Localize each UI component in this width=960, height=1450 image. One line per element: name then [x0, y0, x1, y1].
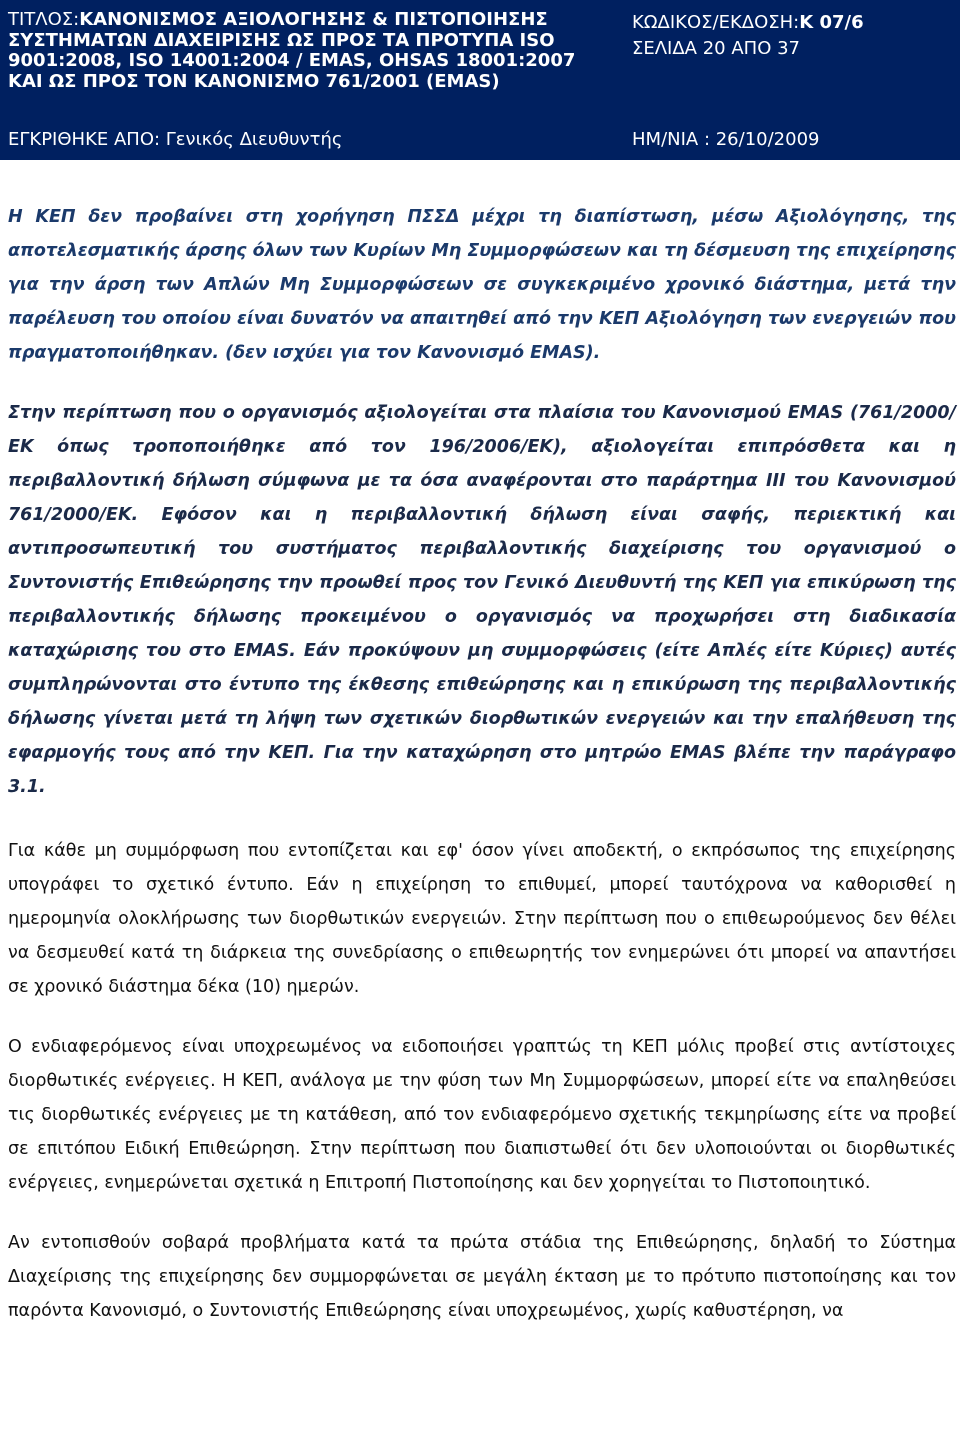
document-header: [0, 0, 960, 160]
approval-date: ΗΜ/ΝΙΑ : 26/10/2009: [632, 129, 820, 150]
header-title-block: [8, 10, 586, 92]
paragraph: Η ΚΕΠ δεν προβαίνει στη χορήγηση ΠΣΣΔ μέχρι τη διαπίστωση, μέσω Αξιολόγησης, της αποτελεσματικής άρσης όλων των Κυρίων Μη Συμμορφώσεων και τη δέσμευση της επιχείρησης για την άρση των Απλών Μη Συμμορφώσεων σε συγκεκριμένο χρονικό διάστημα, μετά την παρέλευση του οποίου είναι δυνατόν να απαιτηθεί από την ΚΕΠ Αξιολόγηση των ενεργειών που πραγματοποιήθηκαν. (δεν ισχύει για τον Κανονισμό EMAS).: [8, 207, 956, 363]
paragraph: Στην περίπτωση που ο οργανισμός αξιολογείται στα πλαίσια του Κανονισμού EMAS (761/2000/ΕΚ όπως τροποποιήθηκε από τον 196/2006/ΕΚ), αξιολογείται επιπρόσθετα και η περιβαλλοντική δήλωση σύμφωνα με τα όσα αναφέρονται στο παράρτημα III του Κανονισμού 761/2000/ΕΚ. Εφόσον και η περιβαλλοντική δήλωση είναι σαφής, περιεκτική και αντιπροσωπευτική του συστήματος περιβαλλοντικής διαχείρισης του οργανισμού ο Συντονιστής Επιθεώρησης την προωθεί προς τον Γενικό Διευθυντή της ΚΕΠ για επικύρωση της περιβαλλοντικής δήλωσης προκειμένου ο οργανισμός να προχωρήσει στη διαδικασία καταχώρισης του στο EMAS. Εάν προκύψουν μη συμμορφώσεις (είτε Απλές είτε Κύριες) αυτές συμπληρώνονται στο έντυπο της έκθεσης επιθεώρησης και η επικύρωση της περιβαλλοντικής δήλωσης γίνεται μετά τη λήψη των σχετικών διορθωτικών ενεργειών και την επαλήθευση της εφαρμογής τους από την ΚΕΠ. Για την καταχώρηση στο μητρώο EMAS βλέπε την παράγραφο 3.1.: [8, 403, 956, 797]
paragraph: Για κάθε μη συμμόρφωση που εντοπίζεται και εφ' όσον γίνει αποδεκτή, ο εκπρόσωπος της επιχείρησης υπογράφει το σχετικό έντυπο. Εάν η επιχείρηση το επιθυμεί, μπορεί ταυτόχρονα να καθορισθεί η ημερομηνία ολοκλήρωσης των διορθωτικών ενεργειών. Στην περίπτωση που ο επιθεωρούμενος δεν θέλει να δεσμευθεί κατά τη διάρκεια της συνεδρίασης ο επιθεωρητής τον ενημερώνει ότι μπορεί να απαντήσει σε χρονικό διάστημα δέκα (10) ημερών.: [8, 841, 956, 997]
header-code-block: [632, 10, 952, 62]
title-label: ΤΙΤΛΟΣ:: [8, 9, 80, 30]
paragraph: Αν εντοπισθούν σοβαρά προβλήματα κατά τα πρώτα στάδια της Επιθεώρησης, δηλαδή το Σύστημα Διαχείρισης της επιχείρησης δεν συμμορφώνεται σε μεγάλη έκταση με το πρότυπο πιστοποίησης και τον παρόντα Κανονισμό, ο Συντονιστής Επιθεώρησης είναι υποχρεωμένος, χωρίς καθυστέρηση, να: [8, 1233, 956, 1321]
document-title: ΚΑΝΟΝΙΣΜΟΣ ΑΞΙΟΛΟΓΗΣΗΣ & ΠΙΣΤΟΠΟΙΗΣΗΣ ΣΥΣΤΗΜΑΤΩΝ ΔΙΑΧΕΙΡΙΣΗΣ ΩΣ ΠΡΟΣ ΤΑ ΠΡΟΤΥΠΑ ISO 9001:2008, ISO 14001:2004 / EMAS, OHSAS 18001:2007 ΚΑΙ ΩΣ ΠΡΟΣ ΤΟΝ ΚΑΝΟΝΙΣΜΟ 761/2001 (EMAS): [8, 9, 576, 92]
document-body: [8, 200, 956, 1328]
code-label: ΚΩΔΙΚΟΣ/ΕΚΔΟΣΗ:: [632, 12, 800, 33]
paragraph: Ο ενδιαφερόμενος είναι υποχρεωμένος να ειδοποιήσει γραπτώς τη ΚΕΠ μόλις προβεί στις αντίστοιχες διορθωτικές ενέργειες. Η ΚΕΠ, ανάλογα με την φύση των Μη Συμμορφώσεων, μπορεί είτε να επαληθεύσει τις διορθωτικές ενέργειες με τη κατάθεση, από τον ενδιαφερόμενο σχετικής τεκμηρίωσης είτε να προβεί σε επιτόπου Ειδική Επιθεώρηση. Στην περίπτωση που διαπιστωθεί ότι δεν υλοποιούνται οι διορθωτικές ενέργειες, ενημερώνεται σχετικά η Επιτροπή Πιστοποίησης και δεν χορηγείται το Πιστοποιητικό.: [8, 1037, 956, 1193]
approved-by: ΕΓΚΡΙΘΗΚΕ ΑΠΟ: Γενικός Διευθυντής: [8, 129, 343, 150]
page-indicator: ΣΕΛΙΔΑ 20 ΑΠΟ 37: [632, 38, 800, 59]
code-value: Κ 07/6: [799, 12, 864, 33]
